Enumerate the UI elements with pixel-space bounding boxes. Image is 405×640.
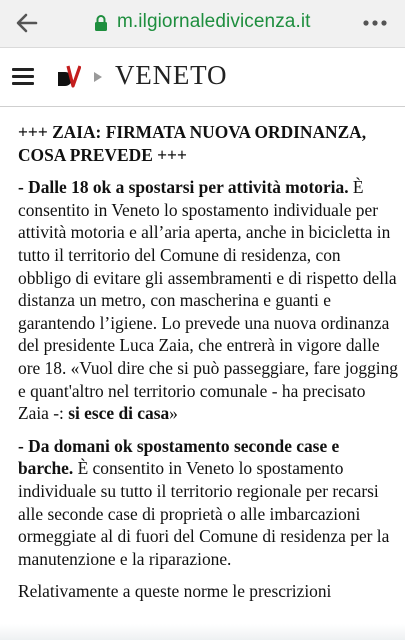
site-header — [0, 48, 405, 107]
scroll-fade — [0, 624, 405, 640]
paragraph-2-lead: - Da domani ok spostamento seconde case e barche. — [18, 435, 340, 479]
url-domain: m.ilgiornaledivicenza.it — [117, 11, 311, 32]
more-vertical-icon[interactable] — [360, 12, 390, 34]
triangle-right-icon — [93, 71, 103, 83]
article-body — [18, 121, 398, 613]
paragraph-2-body: È consentito in Veneto lo spostamento individuale su tutto il territorio regionale per recarsi alle seconde case di proprietà o alle imbarcazioni ormeggiate al di fuori del Comune di residenza per la manutenzione e la riparazione. — [18, 458, 390, 569]
site-logo[interactable] — [55, 62, 81, 90]
lock-icon — [94, 14, 108, 32]
article-headline: +++ ZAIA: FIRMATA NUOVA ORDINANZA, COSA PREVEDE +++ — [18, 122, 367, 165]
paragraph-1: - Dalle 18 ok a spostarsi per attività motoria. È consentito in Veneto lo spostamento individuale per attività motoria e all’aria aperta, anche in bicicletta in tutto il territorio del Comune di residenza, con obbligo di evitare gli assembramenti e di rispetto della distanza un metro, con mascherina e guanti e garantendo l’igiene. Lo prevede una nuova ordinanza del presidente Luca Zaia, che entrerà in vigore dalle ore 18. «Vuol dire che si può passeggiare, fare jogging e quant'altro nel territorio comunale - ha precisato Zaia -: si esce di casa» — [18, 177, 398, 424]
hamburger-icon[interactable] — [12, 68, 34, 86]
browser-toolbar — [0, 0, 405, 48]
paragraph-1-lead: - Dalle 18 ok a spostarsi per attività motoria. — [18, 177, 349, 198]
address-bar[interactable] — [117, 11, 311, 33]
paragraph-2 — [18, 435, 398, 571]
paragraph-1-quote: si esce di casa — [68, 403, 170, 424]
paragraph-3: Relativamente a queste norme le prescrizioni — [18, 581, 332, 602]
paragraph-1-body: È consentito in Veneto lo spostamento individuale per attività motoria e all’aria aperta, anche in bicicletta in tutto il territorio del Comune di residenza, con obbligo di evitare gli assembramenti e di rispetto della distanza un metro, con mascherina e guanti e garantendo l’igiene. Lo prevede una nuova ordinanza del presidente Luca Zaia, che entrerà in vigore dalle ore 18. «Vuol dire che si può passeggiare, fare jogging e quant'altro nel territorio comunale - ha precisato Zaia -: — [18, 177, 398, 424]
section-title[interactable]: VENETO — [115, 60, 228, 90]
arrow-left-icon[interactable] — [14, 10, 40, 36]
